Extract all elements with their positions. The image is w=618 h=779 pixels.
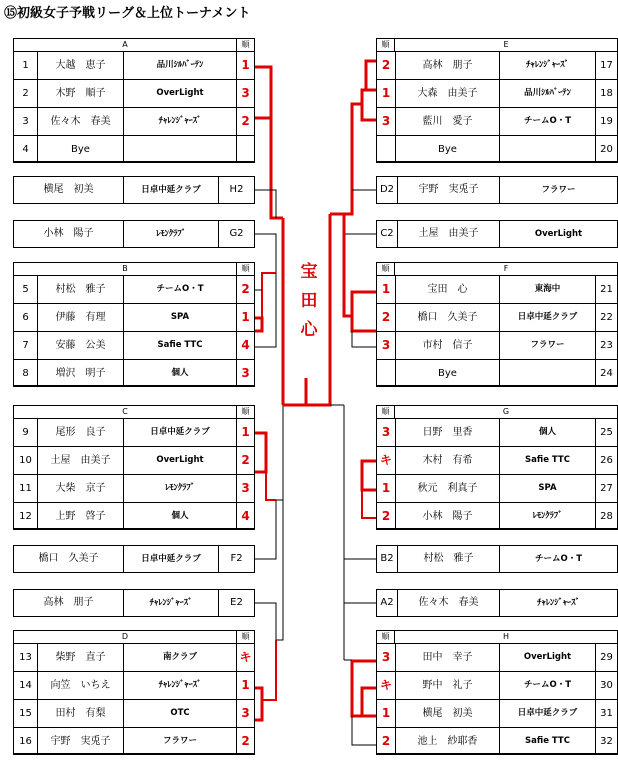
player-name: 木野 順子 (37, 80, 123, 107)
player-name: 藍川 愛子 (395, 108, 499, 135)
bracket-line (362, 461, 376, 490)
bracket-line (255, 234, 276, 273)
entry-number: 5 (22, 284, 29, 295)
entry-number: 17 (595, 52, 617, 79)
bracket-line (362, 490, 376, 518)
entry-number: 15 (19, 708, 32, 719)
team-name: 南クラブ (123, 644, 236, 671)
champion-char: 宝 (300, 262, 318, 282)
group-name: G (502, 407, 510, 416)
bracket-line (255, 67, 271, 118)
rank-value: 1 (381, 86, 391, 100)
team-name: Safie TTC (499, 728, 595, 755)
team-name: 個人 (123, 503, 236, 530)
player-name: 上野 啓子 (37, 503, 123, 530)
entry-number: 16 (19, 736, 32, 747)
entry-number: 1 (22, 60, 29, 71)
bracket-line (344, 405, 376, 559)
rank-value: キ (379, 678, 392, 692)
player-name: 大森 由美子 (395, 80, 499, 107)
player-name: 高林 朋子 (395, 52, 499, 79)
rank-value: 2 (381, 58, 391, 72)
bracket-line (255, 603, 276, 640)
player-name: 池上 紗耶香 (395, 728, 499, 755)
entry-number: 8 (22, 368, 29, 379)
team-name: チームO・T (123, 276, 236, 303)
bracket-line (362, 90, 376, 120)
rank-value: 3 (381, 114, 391, 128)
player-name: 小林 陽子 (43, 228, 94, 239)
bracket-line (255, 688, 262, 720)
entry-number: 19 (595, 108, 617, 135)
player-name: 横尾 初美 (395, 700, 499, 727)
entry-number: 7 (22, 340, 29, 351)
team-name: 品川ｼﾙﾊﾞｰﾃﾝ (499, 80, 595, 107)
team-name: ﾚﾓﾝｸﾗﾌﾞ (123, 475, 236, 502)
player-name: 野中 礼子 (395, 672, 499, 699)
champion-char: 田 (300, 291, 318, 311)
seed-code: F2 (218, 546, 254, 572)
team-name: フラワー (123, 728, 236, 755)
entry-number: 28 (595, 503, 617, 530)
entry-number: 12 (19, 511, 32, 522)
team-name: ﾁｬﾚﾝｼﾞｬｰｽﾞ (499, 590, 617, 616)
team-name: OverLight (123, 447, 236, 474)
team-name: ﾁｬﾚﾝｼﾞｬｰｽﾞ (499, 52, 595, 79)
player-name: 大柴 京子 (37, 475, 123, 502)
rank-value: 4 (236, 332, 254, 359)
entry-number: 14 (19, 680, 32, 691)
rank-header: 順 (236, 406, 254, 418)
group-name: C (122, 407, 128, 416)
rank-value: キ (236, 644, 254, 671)
player-name: 増沢 明子 (37, 360, 123, 387)
entry-number: 22 (595, 304, 617, 331)
rank-value: 1 (236, 304, 254, 331)
entry-number: 4 (22, 144, 29, 155)
champion-char: 心 (300, 320, 318, 340)
team-name: ﾚﾓﾝｸﾗﾌﾞ (123, 221, 218, 247)
group-name: H (502, 632, 509, 641)
rank-value: 2 (381, 734, 391, 748)
rank-value: キ (379, 453, 392, 467)
team-name: Safie TTC (499, 447, 595, 474)
entry-number: 18 (595, 80, 617, 107)
rank-value: 3 (236, 360, 254, 387)
player-name: 土屋 由美子 (37, 447, 123, 474)
team-name: 日卓中延クラブ (499, 304, 595, 331)
bracket-line (255, 318, 262, 331)
entry-number: 3 (22, 116, 29, 127)
player-name: 宝田 心 (395, 276, 499, 303)
bracket-line (344, 234, 376, 288)
player-name: 田村 有梨 (37, 700, 123, 727)
player-name: 宇野 実兎子 (397, 177, 499, 203)
bracket-line (352, 292, 376, 331)
team-name: ﾁｬﾚﾝｼﾞｬｰｽﾞ (123, 108, 236, 135)
rank-header: 順 (236, 39, 254, 51)
rank-header: 順 (377, 39, 395, 51)
team-name: 個人 (123, 360, 236, 387)
entry-number: 11 (19, 483, 32, 494)
team-name: チームO・T (499, 546, 617, 572)
player-name: 宇野 実兎子 (37, 728, 123, 755)
group-name: A (122, 40, 128, 49)
entry-number: 21 (595, 276, 617, 303)
bracket-line (255, 500, 276, 559)
team-name: 個人 (499, 419, 595, 446)
rank-value: 2 (381, 310, 391, 324)
entry-number: 23 (595, 332, 617, 359)
seed-code: A2 (380, 597, 394, 608)
rank-header: 順 (236, 263, 254, 275)
player-name: 佐々木 春美 (397, 590, 499, 616)
rank-value: 3 (236, 80, 254, 107)
team-name: SPA (123, 304, 236, 331)
player-name: Bye (37, 136, 123, 163)
bracket-line (255, 190, 276, 218)
rank-value: 1 (381, 481, 391, 495)
team-name: チームO・T (499, 108, 595, 135)
entry-number: 30 (595, 672, 617, 699)
team-name: ﾁｬﾚﾝｼﾞｬｰｽﾞ (123, 672, 236, 699)
player-name: Bye (395, 360, 499, 387)
entry-number: 13 (19, 652, 32, 663)
group-name: D (121, 632, 129, 641)
team-name: ﾁｬﾚﾝｼﾞｬｰｽﾞ (123, 590, 218, 616)
entry-number: 6 (22, 312, 29, 323)
player-name: 高林 朋子 (43, 597, 94, 608)
player-name: 安藤 公美 (37, 332, 123, 359)
seed-code: E2 (218, 590, 254, 616)
rank-header: 順 (377, 631, 395, 643)
entry-number: 25 (595, 419, 617, 446)
final-line (306, 214, 330, 405)
team-name: OTC (123, 700, 236, 727)
page-title: ⑮初級女子予戦リーグ＆上位トーナメント (4, 6, 251, 21)
rank-value: 2 (236, 108, 254, 135)
entry-number: 26 (595, 447, 617, 474)
player-name: 市村 信子 (395, 332, 499, 359)
entry-number: 9 (22, 427, 29, 438)
rank-value: 3 (381, 338, 391, 352)
bracket-line (262, 273, 276, 331)
bracket-line (366, 61, 376, 90)
bracket-line (276, 405, 283, 500)
rank-value: 3 (381, 650, 391, 664)
player-name: 秋元 利真子 (395, 475, 499, 502)
bracket-line (255, 273, 276, 347)
rank-value: 1 (381, 282, 391, 296)
bracket-line (352, 331, 376, 347)
seed-code: C2 (380, 228, 394, 239)
team-name: ﾚﾓﾝｸﾗﾌﾞ (499, 503, 595, 530)
bracket-line (352, 716, 376, 745)
team-name: OverLight (123, 80, 236, 107)
final-line (283, 378, 306, 405)
team-name: 日卓中延クラブ (123, 177, 218, 203)
rank-value: 2 (236, 728, 254, 755)
team-name: SPA (499, 475, 595, 502)
rank-value: 1 (236, 52, 254, 79)
team-name: 東海中 (499, 276, 595, 303)
player-name: 木村 有希 (395, 447, 499, 474)
seed-code: H2 (218, 177, 254, 203)
entry-number: 32 (595, 728, 617, 755)
player-name: 田中 幸子 (395, 644, 499, 671)
group-name: B (122, 264, 128, 273)
seed-code: D2 (379, 184, 395, 195)
bracket-line (271, 92, 283, 218)
rank-value: 3 (236, 700, 254, 727)
team-name: 品川ｼﾙﾊﾞｰﾃﾝ (123, 52, 236, 79)
rank-value: 2 (381, 509, 391, 523)
seed-code: G2 (218, 221, 254, 247)
seed-code: B2 (380, 553, 394, 564)
bracket-line (276, 500, 283, 640)
player-name: 柴野 直子 (37, 644, 123, 671)
player-name: 大越 恵子 (37, 52, 123, 79)
player-name: 村松 雅子 (397, 546, 499, 572)
team-name: フラワー (499, 332, 595, 359)
player-name: 土屋 由美子 (397, 221, 499, 247)
team-name: 日卓中延クラブ (123, 546, 218, 572)
player-name: 日野 里香 (395, 419, 499, 446)
player-name: 尾形 良子 (37, 419, 123, 446)
rank-value: 1 (381, 706, 391, 720)
player-name: 佐々木 春美 (37, 108, 123, 135)
entry-number: 20 (595, 136, 617, 163)
group-name: F (503, 264, 509, 273)
entry-number: 10 (19, 455, 32, 466)
rank-value: 2 (236, 276, 254, 303)
rank-value: 3 (381, 425, 391, 439)
player-name: 向笠 いちえ (37, 672, 123, 699)
bracket-line (362, 688, 376, 716)
bracket-line (330, 104, 362, 214)
rank-header: 順 (377, 406, 395, 418)
player-name: 小林 陽子 (395, 503, 499, 530)
entry-number: 24 (595, 360, 617, 387)
rank-header: 順 (236, 631, 254, 643)
player-name: Bye (395, 136, 499, 163)
bracket-line (344, 559, 376, 603)
rank-header: 順 (377, 263, 395, 275)
rank-value: 2 (236, 447, 254, 474)
entry-number: 31 (595, 700, 617, 727)
player-name: 橋口 久美子 (395, 304, 499, 331)
rank-value: 1 (236, 672, 254, 699)
rank-value: 1 (236, 419, 254, 446)
player-name: 伊藤 有理 (37, 304, 123, 331)
team-name: 日卓中延クラブ (123, 419, 236, 446)
team-name: チームO・T (499, 672, 595, 699)
team-name: フラワー (499, 177, 617, 203)
rank-value: 4 (236, 503, 254, 530)
player-name: 村松 雅子 (37, 276, 123, 303)
rank-value: 3 (236, 475, 254, 502)
player-name: 橋口 久美子 (38, 553, 99, 564)
player-name: 横尾 初美 (43, 184, 94, 195)
bracket-line (262, 640, 276, 700)
group-name: E (503, 40, 509, 49)
bracket-line (255, 433, 266, 472)
team-name: Safie TTC (123, 332, 236, 359)
entry-number: 27 (595, 475, 617, 502)
team-name: OverLight (499, 221, 617, 247)
entry-number: 29 (595, 644, 617, 671)
team-name: 日卓中延クラブ (499, 700, 595, 727)
team-name: OverLight (499, 644, 595, 671)
entry-number: 2 (22, 88, 29, 99)
